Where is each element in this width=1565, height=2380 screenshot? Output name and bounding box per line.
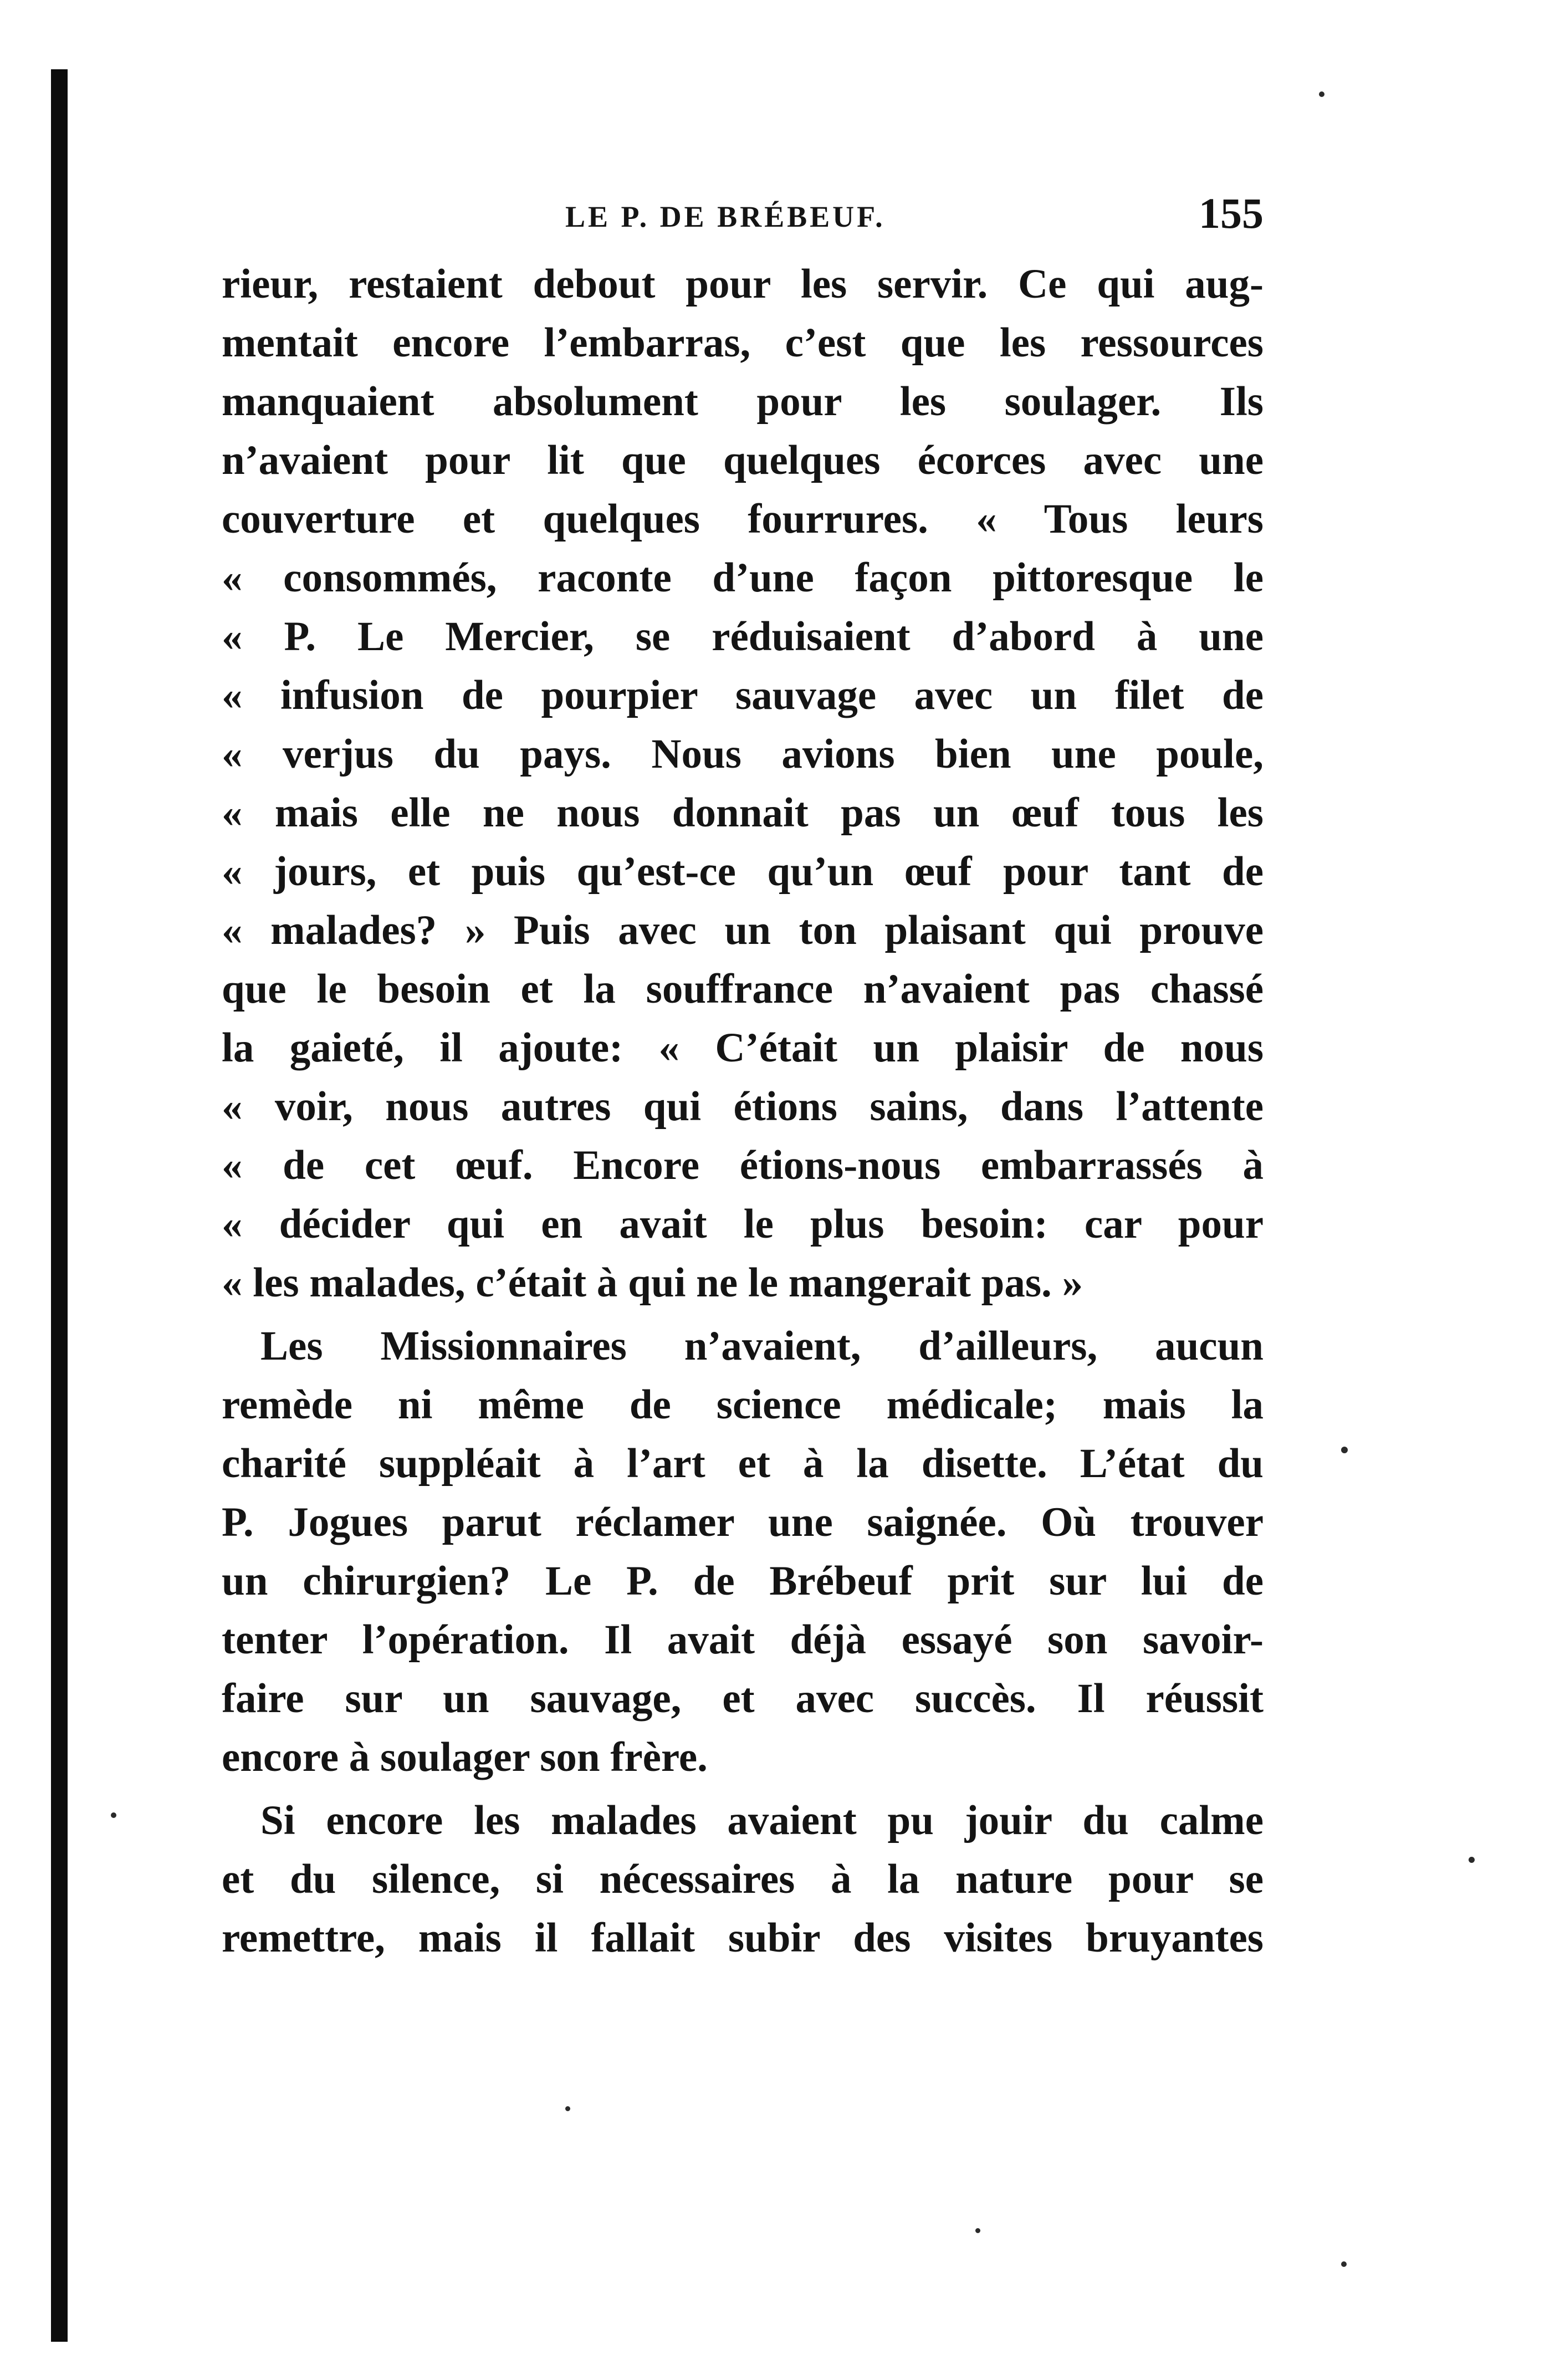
text-line: « décider qui en avait le plus besoin: car pour <box>222 1201 1264 1247</box>
text-line: Les Missionnaires n’avaient, d’ailleurs, aucun <box>260 1323 1264 1369</box>
text-line: rieur, restaient debout pour les servir. Ce qui aug- <box>222 261 1264 307</box>
text-line: « infusion de pourpier sauvage avec un filet de <box>222 672 1264 718</box>
text-line: « jours, et puis qu’est-ce qu’un œuf pour tant de <box>222 849 1264 895</box>
body-text <box>222 255 1264 1968</box>
text-line: faire sur un sauvage, et avec succès. Il réussit <box>222 1676 1264 1722</box>
text-line: manquaient absolument pour les soulager. Ils <box>222 379 1264 425</box>
text-line: mentait encore l’embarras, c’est que les ressources <box>222 320 1264 366</box>
text-line: couverture et quelques fourrures. « Tous leurs <box>222 496 1264 542</box>
page-number: 155 <box>1199 189 1264 237</box>
text-line: « voir, nous autres qui étions sains, dans l’attente <box>222 1084 1264 1130</box>
paragraph-1 <box>222 255 1264 1312</box>
text-line: « malades? » Puis avec un ton plaisant qui prouve <box>222 907 1264 953</box>
text-line: Si encore les malades avaient pu jouir du calme <box>260 1797 1264 1843</box>
paragraph-2 <box>222 1317 1264 1787</box>
scan-speck <box>1469 1857 1475 1863</box>
scan-speck <box>1319 91 1324 97</box>
text-line: remettre, mais il fallait subir des visites bruyantes <box>222 1915 1264 1961</box>
text-line: tenter l’opération. Il avait déjà essayé son savoir- <box>222 1617 1264 1663</box>
book-page <box>222 188 1264 1968</box>
text-line: « P. Le Mercier, se réduisaient d’abord à une <box>222 614 1264 660</box>
text-line: « mais elle ne nous donnait pas un œuf tous les <box>222 790 1264 836</box>
paragraph-3 <box>222 1791 1264 1968</box>
text-line: P. Jogues parut réclamer une saignée. Où trouver <box>222 1499 1264 1545</box>
text-line: n’avaient pour lit que quelques écorces avec une <box>222 437 1264 483</box>
text-line: « verjus du pays. Nous avions bien une poule, <box>222 731 1264 777</box>
text-line: un chirurgien? Le P. de Brébeuf prit sur lui de <box>222 1558 1264 1604</box>
text-line: « les malades, c’était à qui ne le mangerait pas. » <box>222 1260 1083 1306</box>
scan-speck <box>1341 2261 1347 2267</box>
text-line: et du silence, si nécessaires à la nature pour se <box>222 1856 1264 1902</box>
text-line: encore à soulager son frère. <box>222 1734 708 1780</box>
text-line: « de cet œuf. Encore étions-nous embarrassés à <box>222 1142 1264 1188</box>
text-line: « consommés, raconte d’une façon pittoresque le <box>222 555 1264 601</box>
running-head <box>222 188 1264 238</box>
scan-speck <box>975 2228 980 2233</box>
text-line: la gaieté, il ajoute: « C’était un plaisir de nous <box>222 1025 1264 1071</box>
text-line: charité suppléait à l’art et à la disette. L’état du <box>222 1441 1264 1487</box>
scan-speck <box>111 1812 116 1818</box>
paragraph-gap <box>222 1312 1264 1317</box>
text-line: remède ni même de science médicale; mais la <box>222 1382 1264 1428</box>
running-title: LE P. DE BRÉBEUF. <box>565 200 886 233</box>
page-binding-edge <box>51 69 68 2342</box>
paragraph-gap <box>222 1787 1264 1791</box>
text-line: que le besoin et la souffrance n’avaient pas chassé <box>222 966 1264 1012</box>
scan-speck <box>1341 1447 1348 1453</box>
scan-speck <box>565 2106 570 2111</box>
